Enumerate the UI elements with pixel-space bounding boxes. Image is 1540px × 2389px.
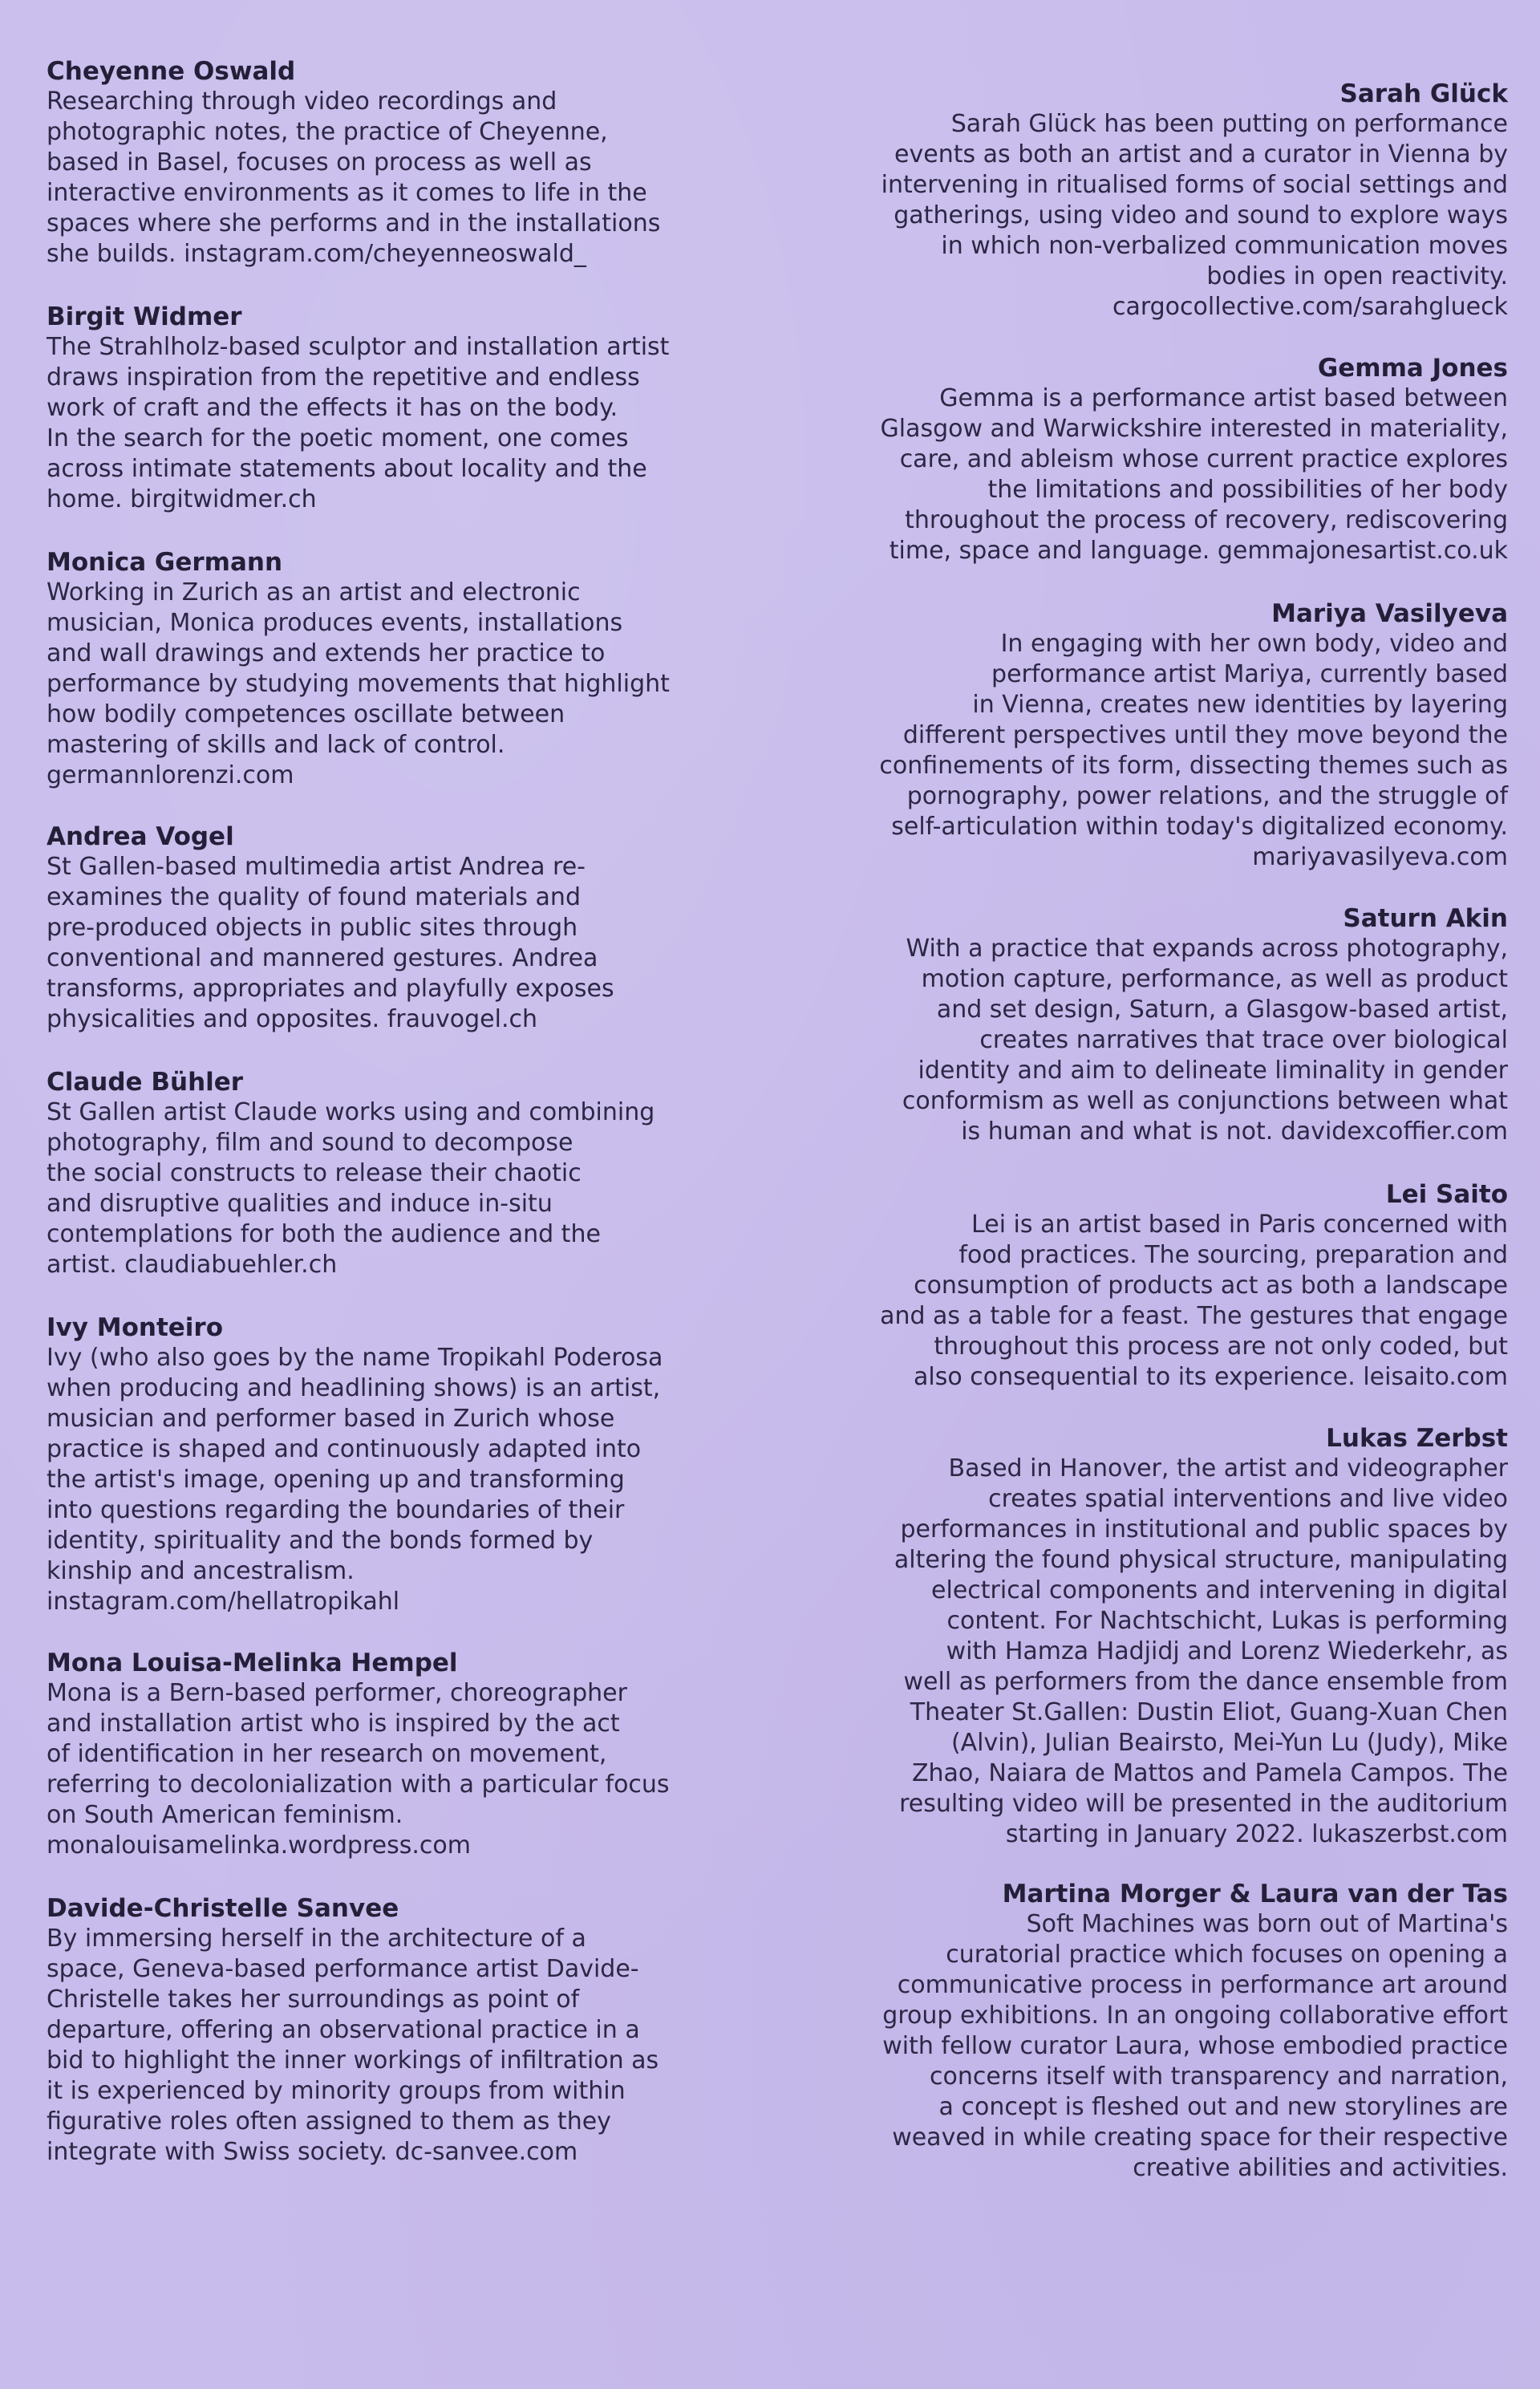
artist-name: Ivy Monteiro [47, 1313, 224, 1342]
artist-name: Saturn Akin [1343, 904, 1508, 933]
artist-entry-ivy-monteiro [47, 1312, 728, 1617]
artist-name: Lukas Zerbst [1326, 1424, 1508, 1453]
artist-bio: With a practice that expands across photography, motion capture, performance, as well as product and set design, Saturn, a Glasgow-based artist, creates narratives that trace over biological identity and aim to delineate liminality in gender conformism as well as conjunctions between what is human and what is not. davidexcoffier.com [902, 935, 1508, 1146]
artist-bio: Working in Zurich as an artist and electronic musician, Monica produces events, installations and wall drawings and extends her practice to performance by studying movements that highlight how bodily competences oscillate between mastering of skills and lack of control. germannlorenzi.com [47, 578, 670, 789]
artist-entry-sarah-gluck [834, 79, 1508, 322]
artist-entry-saturn-akin [834, 903, 1508, 1147]
artist-entry-lukas-zerbst [834, 1423, 1508, 1850]
artist-bio: Mona is a Bern-based performer, choreographer and installation artist who is inspired by the act of identification in her research on movement, referring to decolonialization with a particular focus on South American feminism. monalouisamelinka.wordpress.com [47, 1679, 670, 1860]
artist-entry-lei-saito [834, 1179, 1508, 1393]
artist-entry-mona-hempel [47, 1648, 728, 1861]
artist-entry-gemma-jones [834, 353, 1508, 566]
artist-name: Lei Saito [1385, 1180, 1508, 1209]
artist-name: Mariya Vasilyeva [1271, 599, 1508, 628]
artist-bio: Ivy (who also goes by the name Tropikahl Poderosa when producing and headlining shows) is an artist, musician and performer based in Zurich whose practice is shaped and continuously adapted into the artist's image, opening up and transforming into questions regarding the boundaries of their identity, spirituality and the bonds formed by kinship and ancestralism. instagram.com/hellatropikahl [47, 1344, 663, 1616]
artist-entry-andrea-vogel [47, 821, 728, 1035]
artist-name: Monica Germann [47, 548, 283, 577]
artist-entry-cheyenne-oswald [47, 56, 728, 270]
artist-entry-martina-morger-laura-van-der-tas [834, 1879, 1508, 2184]
artist-entry-monica-germann [47, 547, 728, 791]
artist-name: Gemma Jones [1317, 354, 1508, 383]
artist-bio: Lei is an artist based in Paris concerned with food practices. The sourcing, preparation and consumption of products act as both a landscape and as a table for a feast. The gestures that engage throughout this process are not only coded, but also consequential to its experience. leisaito.com [880, 1211, 1508, 1391]
artist-name: Claude Bühler [47, 1068, 244, 1097]
artist-bio: The Strahlholz-based sculptor and installation artist draws inspiration from the repetitive and endless work of craft and the effects it has on the body. In the search for the poetic moment, one comes across intimate statements about locality and the home. birgitwidmer.ch [47, 333, 670, 513]
artist-bio: Soft Machines was born out of Martina's curatorial practice which focuses on opening a communicative process in performance art around group exhibitions. In an ongoing collaborative effort with fellow curator Laura, whose embodied practice concerns itself with transparency and narration, a concept is fleshed out and new storylines are weaved in while creating space for their respective creative abilities and activities. [882, 1910, 1508, 2182]
artist-name: Mona Louisa-Melinka Hempel [47, 1649, 458, 1677]
artist-name: Andrea Vogel [47, 822, 234, 851]
artist-name: Davide-Christelle Sanvee [47, 1894, 399, 1923]
artist-bio: Researching through video recordings and photographic notes, the practice of Cheyenne, based in Basel, focuses on process as well as interactive environments as it comes to life in the spaces where she performs and in the installations she builds. instagram.com/cheyenneoswald_ [47, 87, 661, 268]
artist-name: Martina Morger & Laura van der Tas [1002, 1880, 1508, 1908]
artist-entry-claude-buhler [47, 1067, 728, 1280]
artist-bio: St Gallen-based multimedia artist Andrea re- examines the quality of found materials and pre-produced objects in public sites through conventional and mannered gestures. Andrea transforms, appropriates and playfully exposes physicalities and opposites. frauvogel.ch [47, 853, 614, 1033]
artist-name: Cheyenne Oswald [47, 57, 296, 86]
artist-bio: St Gallen artist Claude works using and combining photography, film and sound to decompose the social constructs to release their chaotic and disruptive qualities and induce in-situ contemplations for both the audience and the artist. claudiabuehler.ch [47, 1098, 655, 1279]
artist-entry-mariya-vasilyeva [834, 598, 1508, 873]
artist-bio: Gemma is a performance artist based between Glasgow and Warwickshire interested in materiality, care, and ableism whose current practice explores the limitations and possibilities of her body throughout the process of recovery, rediscovering time, space and language. gemmajonesartist.co.uk [880, 384, 1508, 565]
artist-entry-birgit-widmer [47, 302, 728, 515]
artist-bio: Based in Hanover, the artist and videographer creates spatial interventions and live video performances in institutional and public spaces by altering the found physical structure, manipulating electrical components and intervening in digital content. For Nachtschicht, Lukas is performing with Hamza Hadjidj and Lorenz Wiederkehr, as well as performers from the dance ensemble from Theater St.Gallen: Dustin Eliot, Guang-Xuan Chen (Alvin), Julian Beairsto, Mei-Yun Lu (Judy), Mike Zhao, Naiara de Mattos and Pamela Campos. The resulting video will be presented in the auditorium starting in January 2022. lukaszerbst.com [894, 1454, 1508, 1848]
artist-bio: In engaging with her own body, video and performance artist Mariya, currently based in Vienna, creates new identities by layering different perspectives until they move beyond the confinements of its form, dissecting themes such as pornography, power relations, and the struggle of self-articulation within today's digitalized economy. mariyavasilyeva.com [879, 630, 1508, 871]
artist-bio: Sarah Glück has been putting on performance events as both an artist and a curator in Vienna by intervening in ritualised forms of social settings and gatherings, using video and sound to explore ways in which non-verbalized communication moves bodies in open reactivity. cargocollective.com/sarahglueck [881, 110, 1508, 321]
artist-name: Sarah Glück [1339, 79, 1508, 108]
artist-bio: By immersing herself in the architecture of a space, Geneva-based performance artist Davide- Christelle takes her surroundings as point of departure, offering an observational practice in a bid to highlight the inner workings of infiltration as it is experienced by minority groups from within figurative roles often assigned to them as they integrate with Swiss society. dc-sanvee.com [47, 1925, 659, 2166]
artist-name: Birgit Widmer [47, 302, 242, 331]
artist-entry-davide-christelle-sanvee [47, 1893, 728, 2168]
